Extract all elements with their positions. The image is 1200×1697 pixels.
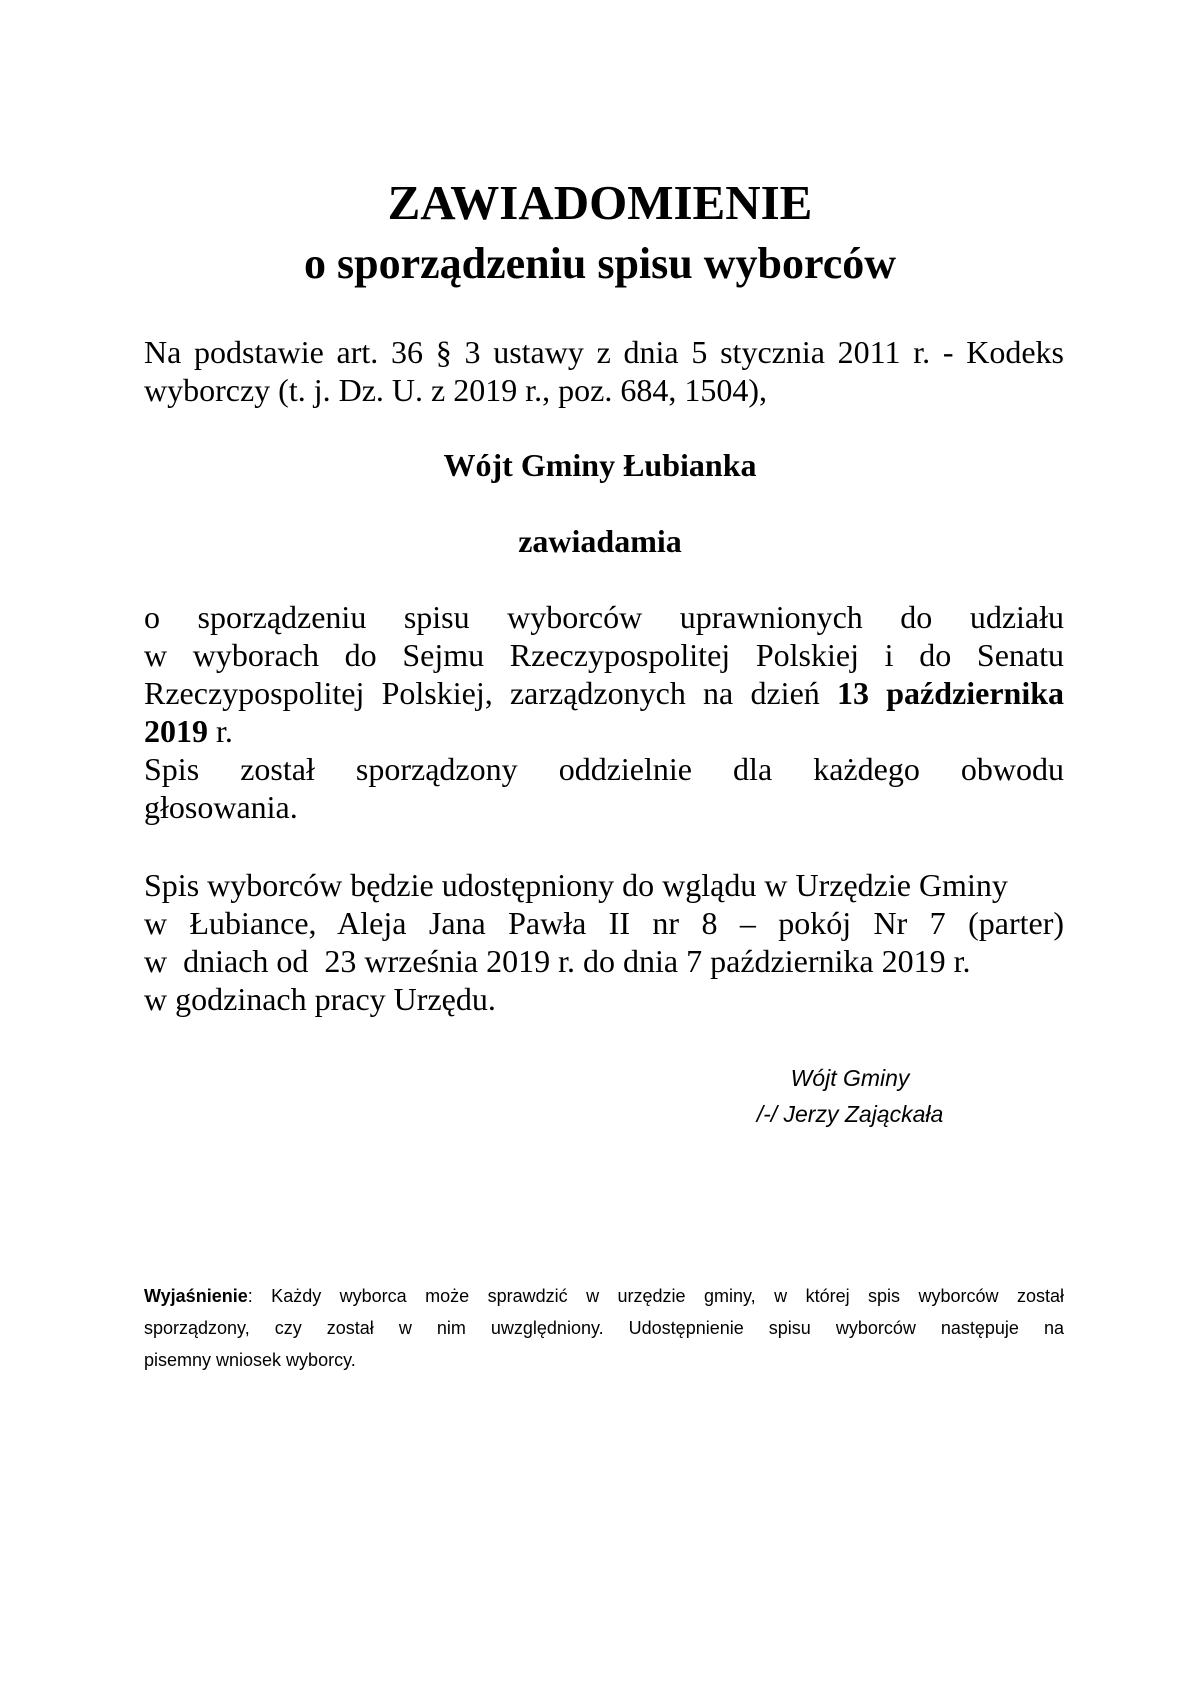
notice-line-3: [144, 674, 1064, 712]
notice-paragraph: [144, 598, 1064, 826]
title-subtitle: o sporządzeniu spisu wyborców: [303, 239, 897, 288]
availability-line-4: w godzinach pracy Urzędu.: [144, 981, 496, 1017]
availability-line-3: w dniach od 23 września 2019 r. do dnia 7 października 2019 r.: [144, 943, 971, 979]
notice-line-5: Spis został sporządzony oddzielnie dla każdego obwodu: [144, 751, 1064, 787]
explanation-text-1: Każdy wyborca może sprawdzić w urzędzie gminy, w której spis wyborców został: [252, 1286, 1064, 1306]
election-date: 13 października: [837, 675, 1065, 711]
explanation-line-1: [144, 1280, 1064, 1312]
verb-heading: zawiadamia: [518, 523, 682, 559]
legal-basis-paragraph: [144, 333, 1064, 409]
notice-line-4-text: r.: [208, 713, 233, 749]
explanation-line-3: pisemny wniosek wyborcy.: [144, 1350, 356, 1370]
notice-line-4: [144, 712, 1064, 750]
title-main: ZAWIADOMIENIE: [387, 175, 813, 230]
availability-paragraph: [144, 866, 1064, 1018]
legal-basis-line-1: Na podstawie art. 36 § 3 ustawy z dnia 5 stycznia 2011 r. - Kodeks: [144, 334, 1064, 370]
document-title: [0, 172, 1200, 294]
issuer-heading: Wójt Gminy Łubianka: [443, 447, 757, 483]
notice-line-1: o sporządzeniu spisu wyborców uprawnionych do udziału: [144, 599, 1064, 635]
explanation-note: [144, 1280, 1064, 1376]
notice-line-6: głosowania.: [144, 789, 298, 825]
availability-line-2: w Łubiance, Aleja Jana Pawła II nr 8 – pokój Nr 7 (parter): [144, 905, 1064, 941]
notice-line-2: w wyborach do Sejmu Rzeczypospolitej Polskiej i do Senatu: [144, 637, 1064, 673]
availability-line-1: Spis wyborców będzie udostępniony do wglądu w Urzędzie Gminy: [144, 867, 1008, 903]
explanation-line-2: sporządzony, czy został w nim uwzględniony. Udostępnienie spisu wyborców następuje na: [144, 1318, 1064, 1338]
election-year: 2019: [144, 713, 208, 749]
notice-line-3-text: Rzeczypospolitej Polskiej, zarządzonych na dzień: [144, 675, 820, 711]
explanation-label: Wyjaśnienie: [144, 1286, 248, 1306]
legal-basis-line-2: wyborczy (t. j. Dz. U. z 2019 r., poz. 684, 1504),: [144, 372, 767, 408]
explanation-colon: :: [247, 1286, 253, 1306]
signature-name: /-/ Jerzy Zająckała: [756, 1101, 944, 1127]
signature-title: Wójt Gminy: [790, 1065, 910, 1091]
signature-block: [700, 1060, 1000, 1132]
